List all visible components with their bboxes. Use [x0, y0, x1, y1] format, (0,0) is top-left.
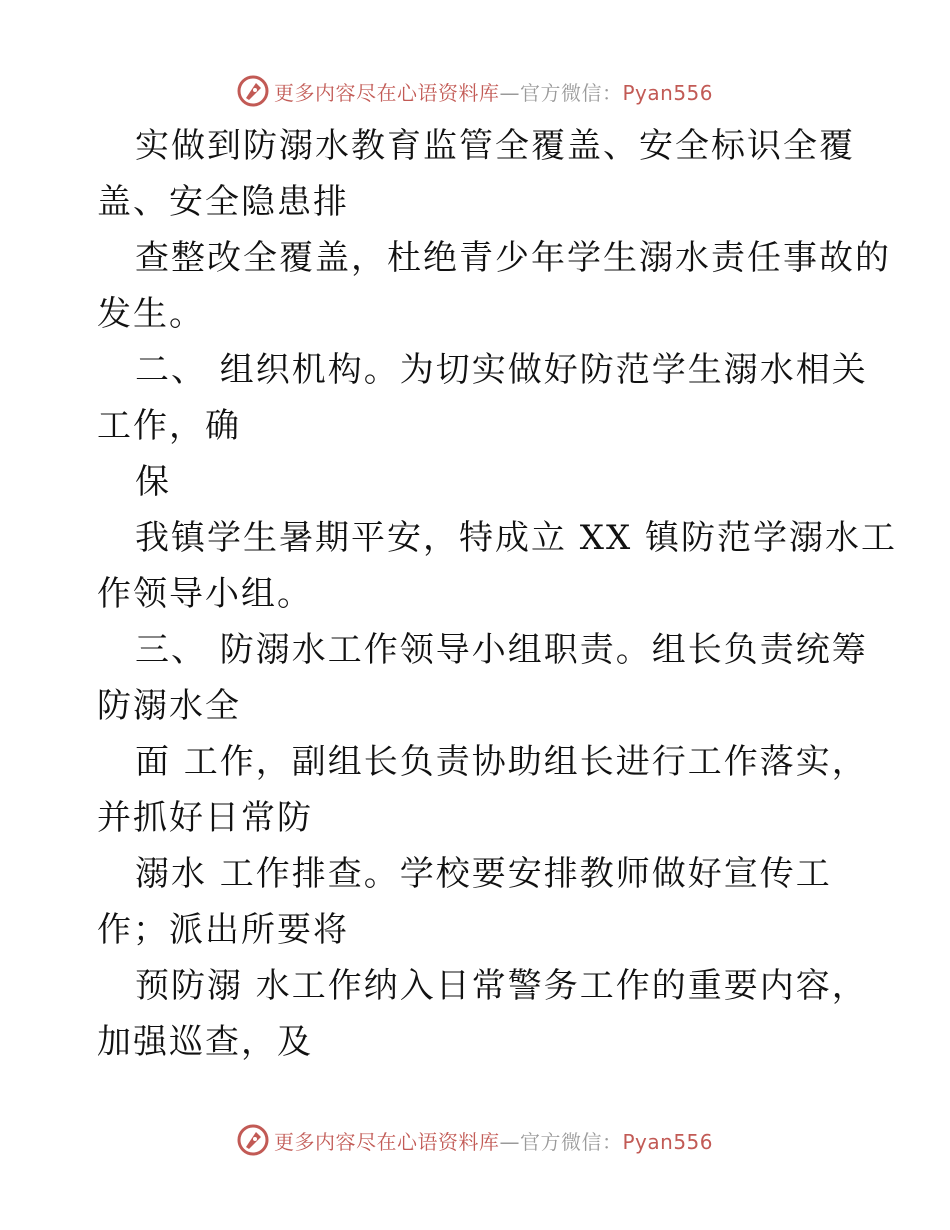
pen-nib-circle-icon	[236, 74, 270, 108]
text-line: 保	[135, 462, 171, 502]
text-line: 工作，确	[97, 406, 241, 446]
document-body	[97, 118, 898, 1070]
text-line: 溺水 工作排查。学校要安排教师做好宣传工	[135, 854, 832, 894]
text-line: 盖、安全隐患排	[97, 182, 349, 222]
text-line: 作领导小组。	[97, 574, 313, 614]
text-line: 我镇学生暑期平安，特成立 XX 镇防范学溺水工	[135, 518, 898, 558]
footer-watermark	[236, 1122, 713, 1158]
text-line: 面 工作，副组长负责协助组长进行工作落实，	[135, 742, 868, 782]
watermark-text: 更多内容尽在心语资料库—官方微信：Pyan556	[274, 80, 714, 105]
text-line: 预防溺 水工作纳入日常警务工作的重要内容，	[135, 966, 868, 1006]
text-line: 查整改全覆盖，杜绝青少年学生溺水责任事故的	[135, 238, 891, 278]
text-line: 实做到防溺水教育监管全覆盖、安全标识全覆	[135, 126, 855, 166]
text-line: 防溺水全	[97, 686, 241, 726]
header-watermark	[236, 73, 713, 109]
text-line: 并抓好日常防	[97, 798, 313, 838]
text-line: 作；派出所要将	[97, 910, 349, 950]
text-line: 二、 组织机构。为切实做好防范学生溺水相关	[135, 350, 868, 390]
text-line: 三、 防溺水工作领导小组职责。组长负责统筹	[135, 630, 868, 670]
text-line: 加强巡查，及	[97, 1022, 313, 1062]
pen-nib-circle-icon	[236, 1123, 270, 1157]
text-line: 发生。	[97, 294, 205, 334]
watermark-text: 更多内容尽在心语资料库—官方微信：Pyan556	[274, 1129, 714, 1154]
